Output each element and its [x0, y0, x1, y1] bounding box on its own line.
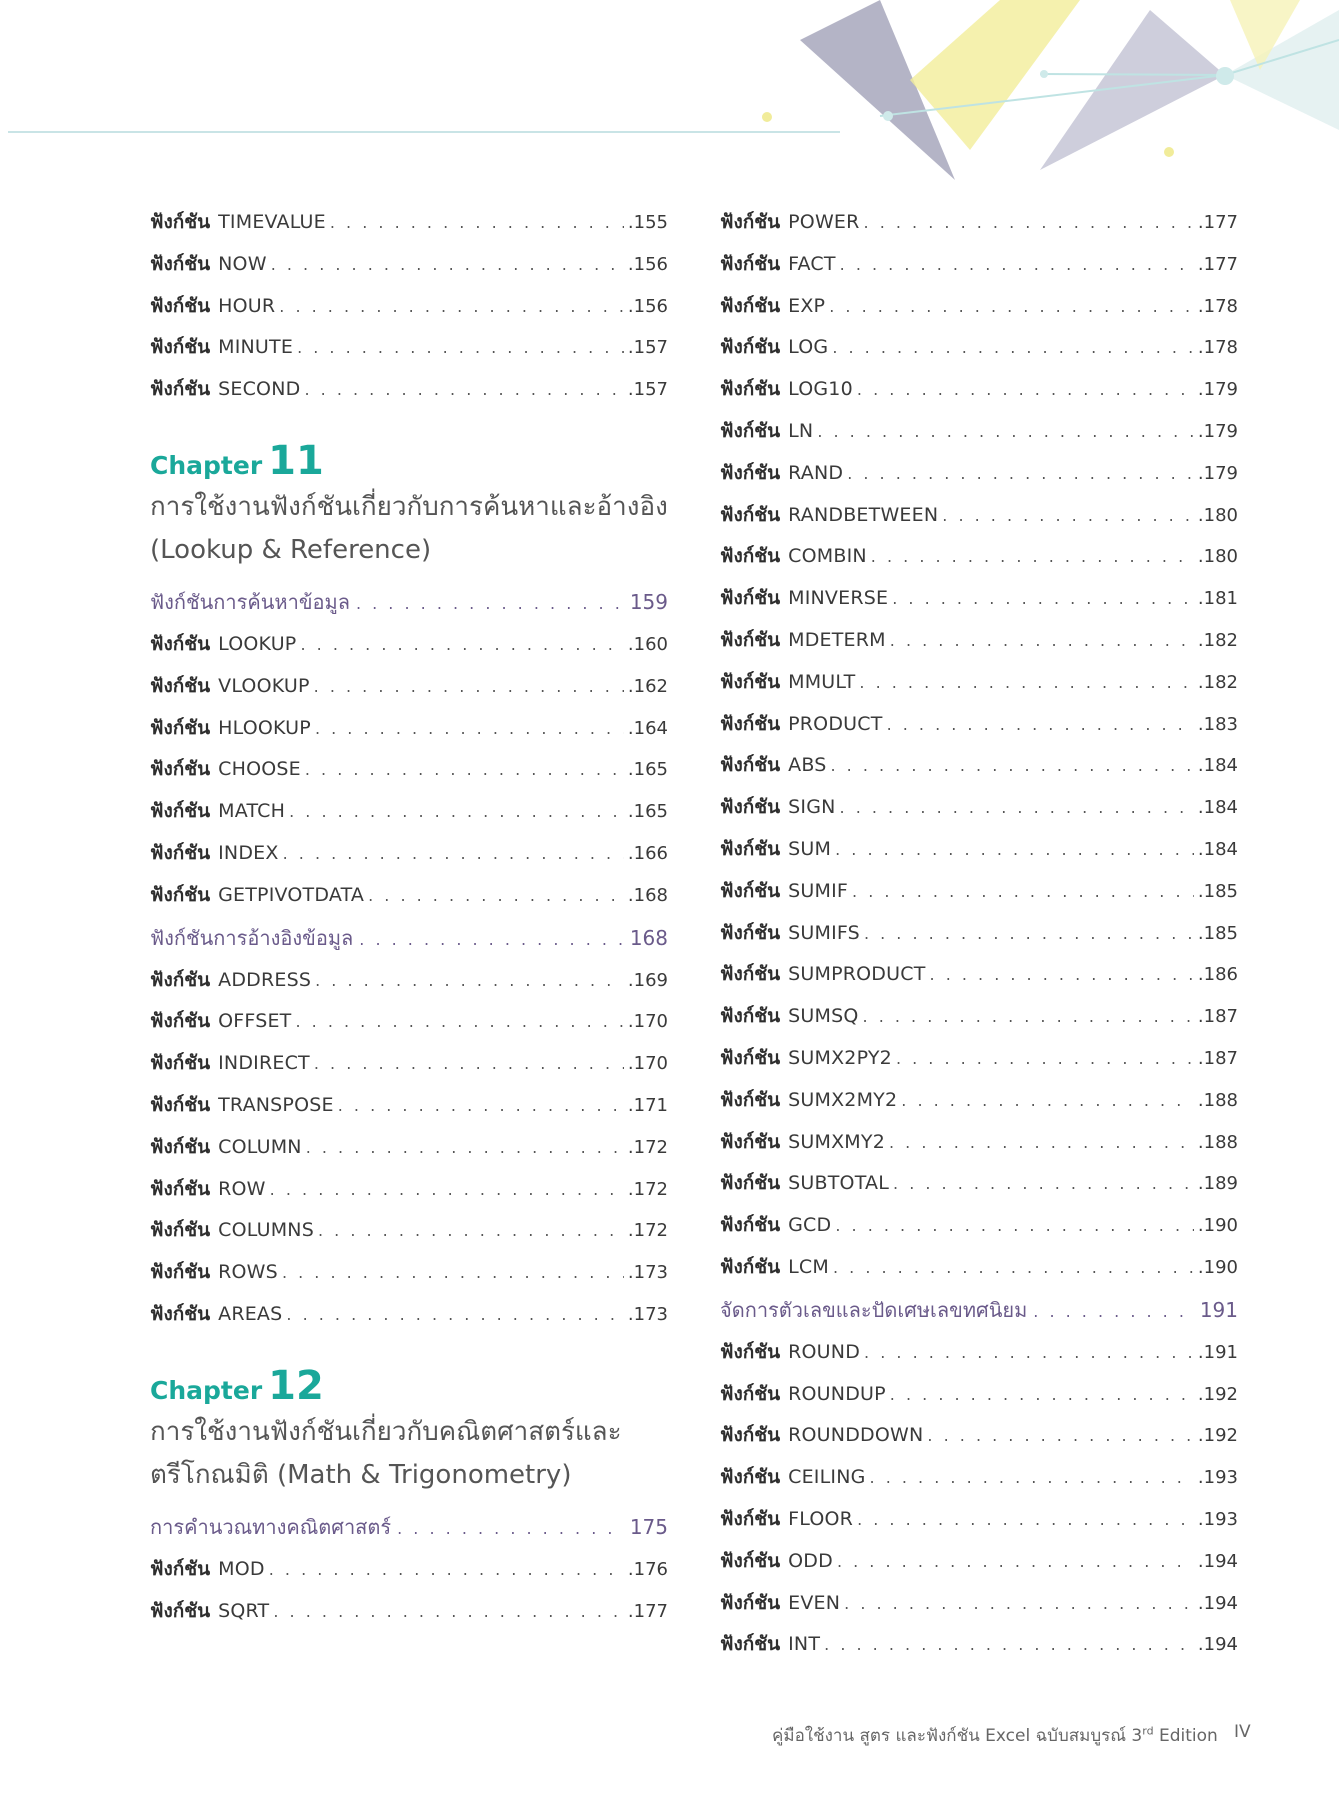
toc-entry[interactable]: ฟังก์ชัน SUMXMY2 . . . .188	[720, 1127, 1238, 1169]
toc-entry[interactable]: ฟังก์ชัน LOG10 . . . .179	[720, 374, 1238, 416]
toc-entry[interactable]: ฟังก์ชัน HOUR . . . .156	[150, 291, 668, 333]
chapter-11-title: การใช้งานฟังก์ชันเกี่ยวกับการค้นหาและอ้างอิง	[150, 491, 668, 522]
toc-entry[interactable]: ฟังก์ชัน COMBIN . . . .180	[720, 541, 1238, 583]
leader-dots	[397, 1519, 624, 1538]
toc-entry[interactable]: ฟังก์ชัน MINUTE . . . .157	[150, 332, 668, 374]
toc-section-reference[interactable]: ฟังก์ชันการอ้างอิงข้อมูล . . . 168	[150, 922, 668, 965]
toc-entry[interactable]: ฟังก์ชัน ROUNDUP . . . .192	[720, 1379, 1238, 1421]
toc-section-lookup[interactable]: ฟังก์ชันการค้นหาข้อมูล . . . 159	[150, 586, 668, 629]
chapter-12-title: การใช้งานฟังก์ชันเกี่ยวกับคณิตศาสตร์และ	[150, 1416, 622, 1447]
node-dot	[1216, 67, 1234, 85]
leader-dots	[824, 1635, 1194, 1654]
toc-entry[interactable]: ฟังก์ชัน ROWS . . . .173	[150, 1257, 668, 1299]
toc-entry[interactable]: ฟังก์ชัน LCM . . . .190	[720, 1252, 1238, 1294]
leader-dots	[864, 924, 1194, 943]
toc-entry[interactable]: ฟังก์ชัน FACT . . . .177	[720, 249, 1238, 291]
toc-entry[interactable]: ฟังก์ชัน AREAS . . . .173	[150, 1299, 668, 1341]
toc-entry[interactable]: ฟังก์ชัน EXP . . . .178	[720, 291, 1238, 333]
leader-dots	[286, 1305, 624, 1324]
toc-entry[interactable]: ฟังก์ชัน CHOOSE . . . .165	[150, 754, 668, 796]
leader-dots	[857, 380, 1194, 399]
leader-dots	[942, 506, 1194, 525]
leader-dots	[892, 589, 1194, 608]
leader-dots	[833, 1258, 1194, 1277]
leader-dots	[306, 1138, 624, 1157]
toc-entry[interactable]: ฟังก์ชัน ROW . . . .172	[150, 1174, 668, 1216]
toc-entry[interactable]: ฟังก์ชัน POWER . . . .177	[720, 207, 1238, 249]
toc-entry[interactable]: ฟังก์ชัน ROUNDDOWN . . . .192	[720, 1420, 1238, 1462]
leader-dots	[896, 1049, 1194, 1068]
leader-dots	[289, 802, 624, 821]
toc-entry[interactable]: ฟังก์ชัน ODD . . . .194	[720, 1546, 1238, 1588]
footer-page-number: IV	[1234, 1722, 1251, 1742]
leader-dots	[901, 1091, 1194, 1110]
toc-entry[interactable]: ฟังก์ชัน TIMEVALUE . . . .155	[150, 207, 668, 249]
leader-dots	[314, 677, 624, 696]
leader-dots	[893, 1174, 1194, 1193]
leader-dots	[300, 635, 623, 654]
toc-entry[interactable]: ฟังก์ชัน ADDRESS . . . .169	[150, 965, 668, 1007]
toc-entry[interactable]: ฟังก์ชัน SUMSQ . . . .187	[720, 1001, 1238, 1043]
yellow-dot	[762, 112, 772, 122]
toc-entry[interactable]: ฟังก์ชัน FLOOR . . . .193	[720, 1504, 1238, 1546]
toc-entry[interactable]: ฟังก์ชัน NOW . . . .156	[150, 249, 668, 291]
leader-dots	[270, 1180, 624, 1199]
leader-dots	[870, 1468, 1194, 1487]
toc-entry[interactable]: ฟังก์ชัน LOG . . . .178	[720, 332, 1238, 374]
toc-entry[interactable]: ฟังก์ชัน SUMIFS . . . .185	[720, 918, 1238, 960]
toc-entry[interactable]: ฟังก์ชัน LOOKUP . . . .160	[150, 629, 668, 671]
toc-entry[interactable]: ฟังก์ชัน SUBTOTAL . . . .189	[720, 1168, 1238, 1210]
leader-dots	[889, 1133, 1194, 1152]
leader-dots	[368, 886, 624, 905]
toc-entry[interactable]: ฟังก์ชัน HLOOKUP . . . .164	[150, 713, 668, 755]
toc-entry[interactable]: ฟังก์ชัน SECOND . . . .157	[150, 374, 668, 416]
toc-entry[interactable]: ฟังก์ชัน ROUND . . . .191	[720, 1337, 1238, 1379]
leader-dots	[930, 965, 1194, 984]
leader-dots	[315, 719, 624, 738]
toc-entry[interactable]: ฟังก์ชัน MOD . . . .176	[150, 1554, 668, 1596]
leader-dots	[864, 1343, 1194, 1362]
chapter-12-subtitle: ตรีโกณมิติ (Math & Trigonometry)	[150, 1459, 572, 1490]
leader-dots	[835, 1216, 1194, 1235]
leader-dots	[330, 213, 624, 232]
leader-dots	[359, 930, 624, 949]
toc-entry[interactable]: ฟังก์ชัน MINVERSE . . . .181	[720, 583, 1238, 625]
footer-edition-word: Edition	[1153, 1726, 1218, 1746]
leader-dots	[283, 844, 624, 863]
triangle-lavender	[1040, 10, 1225, 170]
toc-entry[interactable]: ฟังก์ชัน SUM . . . .184	[720, 834, 1238, 876]
toc-entry[interactable]: ฟังก์ชัน CEILING . . . .193	[720, 1462, 1238, 1504]
toc-entry[interactable]: ฟังก์ชัน SUMIF . . . .185	[720, 876, 1238, 918]
leader-dots	[817, 422, 1194, 441]
footer-edition-sup: rd	[1142, 1724, 1154, 1738]
header-decoration	[0, 0, 1339, 200]
leader-dots	[837, 1552, 1194, 1571]
toc-entry[interactable]: ฟังก์ชัน SUMX2PY2 . . . .187	[720, 1043, 1238, 1085]
leader-dots	[847, 464, 1194, 483]
toc-entry[interactable]: ฟังก์ชัน SIGN . . . .184	[720, 792, 1238, 834]
leader-dots	[1033, 1302, 1194, 1321]
leader-dots	[315, 971, 624, 990]
leader-dots	[859, 673, 1194, 692]
toc-entry[interactable]: ฟังก์ชัน PRODUCT . . . .183	[720, 709, 1238, 751]
leader-dots	[282, 1263, 624, 1282]
toc-section-math[interactable]: การคำนวณทางคณิตศาสตร์ . . . 175	[150, 1511, 668, 1554]
toc-entry[interactable]: ฟังก์ชัน INDEX . . . .166	[150, 838, 668, 880]
chapter-11-subtitle: (Lookup & Reference)	[150, 534, 432, 565]
toc-entry[interactable]: ฟังก์ชัน EVEN . . . .194	[720, 1588, 1238, 1630]
toc-entry[interactable]: ฟังก์ชัน COLUMN . . . .172	[150, 1132, 668, 1174]
toc-entry[interactable]: ฟังก์ชัน MDETERM . . . .182	[720, 625, 1238, 667]
toc-entry[interactable]: ฟังก์ชัน VLOOKUP . . . .162	[150, 671, 668, 713]
leader-dots	[295, 1012, 623, 1031]
toc-entry[interactable]: ฟังก์ชัน SUMPRODUCT . . . .186	[720, 959, 1238, 1001]
toc-entry[interactable]: ฟังก์ชัน RANDBETWEEN . . . .180	[720, 500, 1238, 542]
leader-dots	[871, 547, 1194, 566]
leader-dots	[829, 297, 1194, 316]
footer-book-title: คู่มือใช้งาน สูตร และฟังก์ชัน Excel ฉบับสมบูรณ์ 3	[772, 1726, 1143, 1746]
toc-entry[interactable]: ฟังก์ชัน SUMX2MY2 . . . .188	[720, 1085, 1238, 1127]
toc-entry[interactable]: ฟังก์ชัน COLUMNS . . . .172	[150, 1215, 668, 1257]
toc-group-top	[150, 207, 668, 416]
leader-dots	[832, 338, 1194, 357]
leader-dots	[305, 760, 624, 779]
toc-entry[interactable]: ฟังก์ชัน INT . . . .194	[720, 1629, 1238, 1671]
leader-dots	[852, 882, 1194, 901]
leader-dots	[864, 213, 1194, 232]
leader-dots	[890, 1385, 1194, 1404]
toc-entry[interactable]: ฟังก์ชัน TRANSPOSE . . . .171	[150, 1090, 668, 1132]
leader-dots	[835, 840, 1194, 859]
toc-entry[interactable]: ฟังก์ชัน RAND . . . .179	[720, 458, 1238, 500]
leader-dots	[830, 756, 1193, 775]
page-footer	[772, 1722, 1252, 1749]
leader-dots	[863, 1007, 1194, 1026]
chapter-11-heading: Chapter 11 การใช้งานฟังก์ชันเกี่ยวกับการค้นหาและอ้างอิง (Lookup & Reference)	[150, 438, 668, 572]
leader-dots	[314, 1054, 624, 1073]
leader-dots	[297, 338, 624, 357]
leader-dots	[927, 1426, 1194, 1445]
leader-dots	[279, 297, 624, 316]
leader-dots	[304, 380, 623, 399]
leader-dots	[840, 798, 1194, 817]
leader-dots	[857, 1510, 1194, 1529]
toc-entry[interactable]: ฟังก์ชัน OFFSET . . . .170	[150, 1006, 668, 1048]
toc-entry[interactable]: ฟังก์ชัน SQRT . . . .177	[150, 1596, 668, 1638]
toc-right-column	[720, 207, 1238, 1671]
toc-entry[interactable]: ฟังก์ชัน MMULT . . . .182	[720, 667, 1238, 709]
leader-dots	[844, 1594, 1194, 1613]
connector-line-3	[1040, 74, 1225, 75]
node-dot	[883, 111, 893, 121]
toc-left-column	[150, 207, 668, 1637]
toc-entry[interactable]: ฟังก์ชัน ABS . . . .184	[720, 750, 1238, 792]
leader-dots	[318, 1221, 624, 1240]
leader-dots	[269, 1560, 624, 1579]
toc-entry[interactable]: ฟังก์ชัน LN . . . .179	[720, 416, 1238, 458]
toc-entry[interactable]: ฟังก์ชัน GETPIVOTDATA . . . .168	[150, 880, 668, 922]
toc-entry[interactable]: ฟังก์ชัน INDIRECT . . . .170	[150, 1048, 668, 1090]
chapter-12-heading: Chapter 12 การใช้งานฟังก์ชันเกี่ยวกับคณิตศาสตร์และ ตรีโกณมิติ (Math & Trigonometry)	[150, 1363, 668, 1497]
leader-dots	[271, 255, 624, 274]
leader-dots	[356, 594, 624, 613]
leader-dots	[840, 255, 1194, 274]
toc-entry[interactable]: ฟังก์ชัน GCD . . . .190	[720, 1210, 1238, 1252]
toc-section-rounding[interactable]: จัดการตัวเลขและปัดเศษเลขทศนิยม . . . 191	[720, 1294, 1238, 1337]
leader-dots	[887, 715, 1194, 734]
yellow-dot	[1164, 147, 1174, 157]
leader-dots	[890, 631, 1194, 650]
leader-dots	[273, 1602, 624, 1621]
leader-dots	[338, 1096, 624, 1115]
toc-entry[interactable]: ฟังก์ชัน MATCH . . . .165	[150, 796, 668, 838]
node-dot	[1040, 70, 1048, 78]
